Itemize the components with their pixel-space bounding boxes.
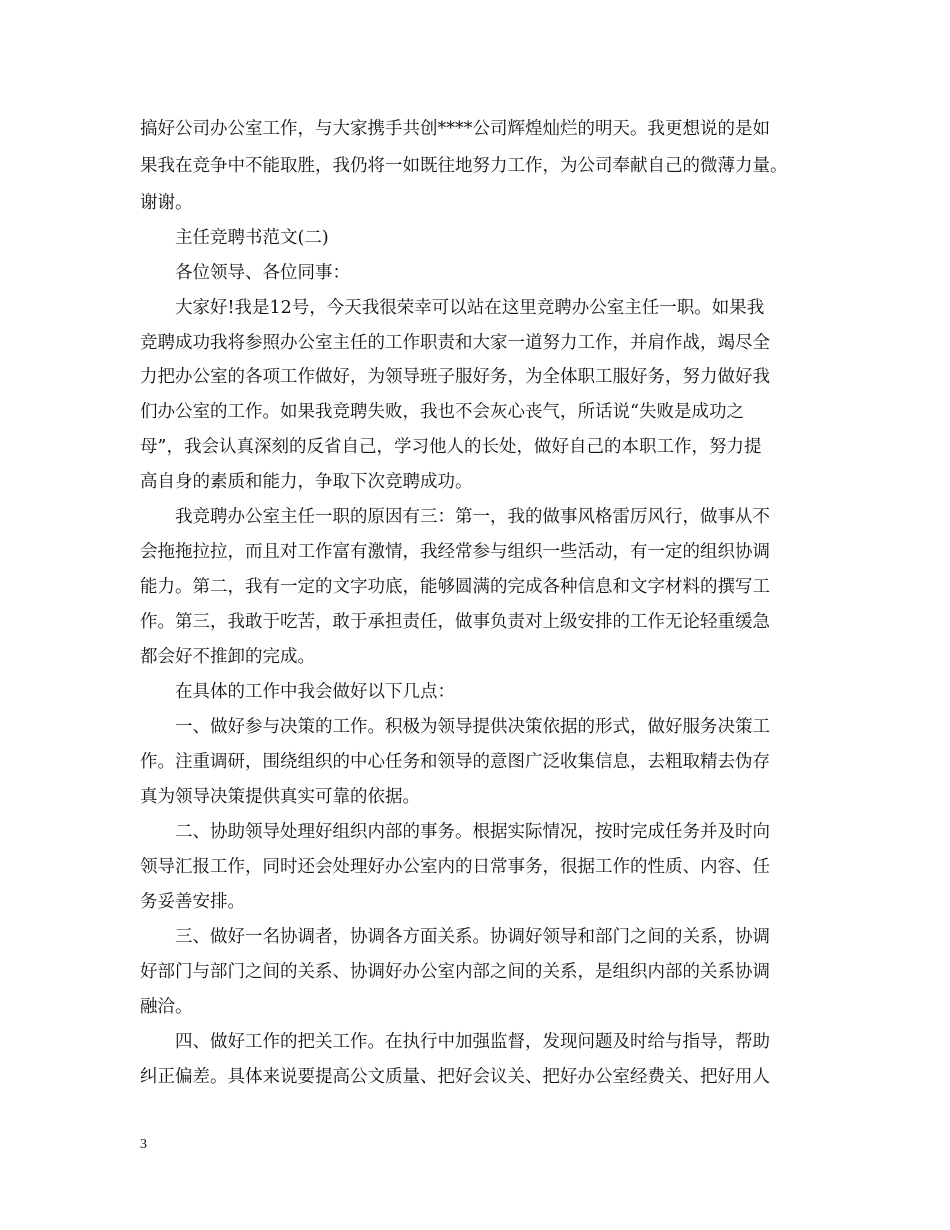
- text-line: 谢谢。: [140, 193, 193, 213]
- text-line: 竞聘成功我将参照办公室主任的工作职责和大家一道努力工作，并肩作战，竭尽全: [140, 333, 770, 353]
- page-number: 3: [140, 1137, 147, 1152]
- text-line: 会拖拖拉拉，而且对工作富有激情，我经常参与组织一些活动，有一定的组织协调: [140, 542, 770, 562]
- text-line: 二、协助领导处理好组织内部的事务。根据实际情况，按时完成任务并及时向: [175, 822, 770, 842]
- text-line: 能力。第二，我有一定的文字功底，能够圆满的完成各种信息和文字材料的撰写工: [140, 577, 770, 597]
- salutation: 各位领导、各位同事：: [175, 263, 350, 283]
- text-line: 纠正偏差。具体来说要提高公文质量、把好会议关、把好办公室经费关、把好用人: [140, 1067, 770, 1087]
- section-heading: 主任竞聘书范文(二): [175, 228, 329, 248]
- text-line: 都会好不推卸的完成。: [140, 647, 315, 667]
- text-line: 我竞聘办公室主任一职的原因有三：第一，我的做事风格雷厉风行，做事从不: [175, 507, 770, 527]
- text-line: 作。注重调研，围绕组织的中心任务和领导的意图广泛收集信息，去粗取精去伪存: [140, 752, 770, 772]
- text-line: 高自身的素质和能力，争取下次竞聘成功。: [140, 472, 473, 492]
- text-line: 一、做好参与决策的工作。积极为领导提供决策依据的形式，做好服务决策工: [175, 717, 770, 737]
- text-line: 搞好公司办公室工作，与大家携手共创****公司辉煌灿烂的明天。我更想说的是如: [140, 119, 770, 139]
- text-line: 四、做好工作的把关工作。在执行中加强监督，发现问题及时给与指导，帮助: [175, 1032, 770, 1052]
- text-line: 好部门与部门之间的关系、协调好办公室内部之间的关系，是组织内部的关系协调: [140, 962, 770, 982]
- text-line: 果我在竞争中不能取胜，我仍将一如既往地努力工作，为公司奉献自己的微薄力量。: [140, 156, 788, 176]
- text-line: 领导汇报工作，同时还会处理好办公室内的日常事务，很据工作的性质、内容、任: [140, 857, 770, 877]
- text-line: 们办公室的工作。如果我竞聘失败，我也不会灰心丧气，所话说“失败是成功之: [140, 402, 744, 422]
- text-line: 作。第三，我敢于吃苦，敢于承担责任，做事负责对上级安排的工作无论轻重缓急: [140, 612, 770, 632]
- text-line: 融洽。: [140, 997, 193, 1017]
- text-line: 务妥善安排。: [140, 892, 245, 912]
- text-line: 母”，我会认真深刻的反省自己，学习他人的长处，做好自己的本职工作，努力提: [140, 437, 762, 457]
- text-line: 真为领导决策提供真实可靠的依据。: [140, 787, 420, 807]
- text-line: 力把办公室的各项工作做好，为领导班子服好务，为全体职工服好务，努力做好我: [140, 367, 770, 387]
- text-line: 在具体的工作中我会做好以下几点：: [175, 682, 455, 702]
- text-line: 大家好!我是12号，今天我很荣幸可以站在这里竞聘办公室主任一职。如果我: [175, 298, 765, 318]
- text-line: 三、做好一名协调者，协调各方面关系。协调好领导和部门之间的关系，协调: [175, 927, 770, 947]
